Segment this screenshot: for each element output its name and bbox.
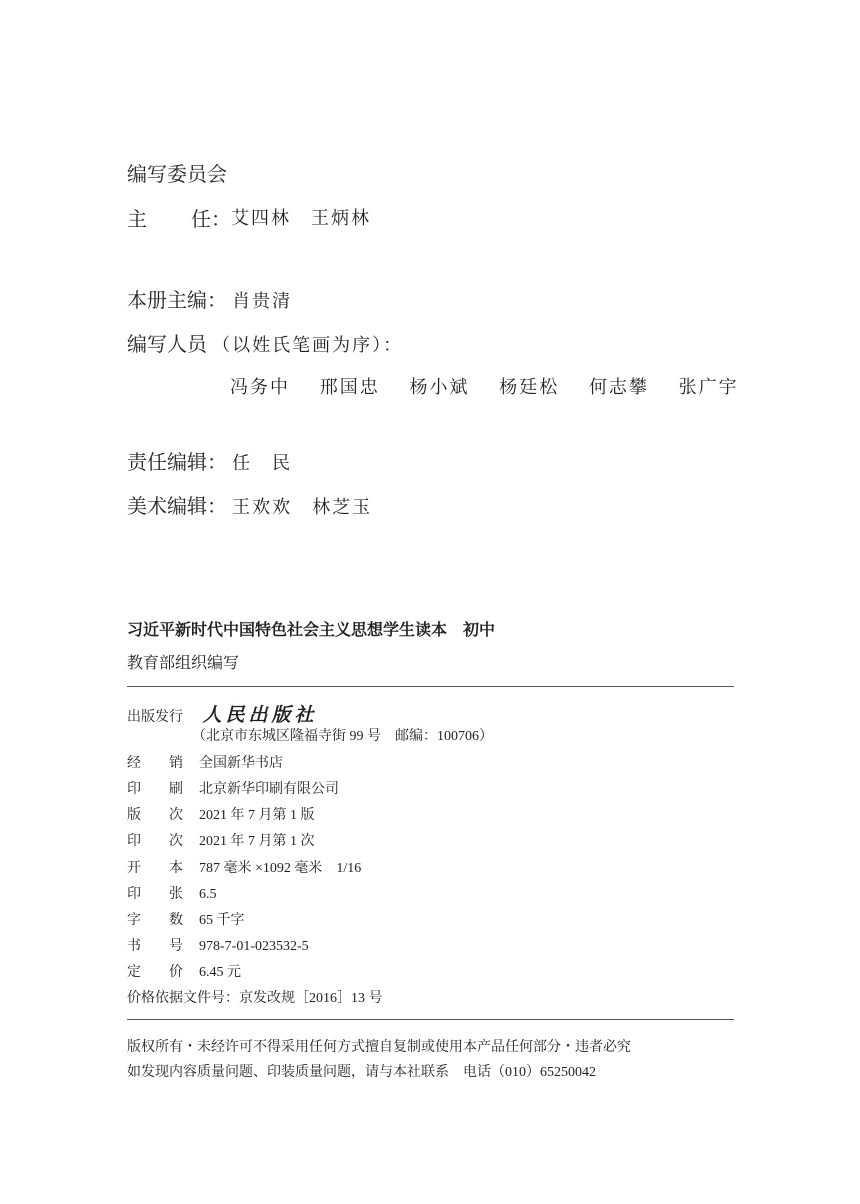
responsible-editor-label: 责任编辑：: [127, 450, 227, 474]
info-key-1: 印: [127, 834, 141, 849]
info-key-2: 数: [169, 913, 183, 928]
committee-heading: 编写委员会: [127, 162, 227, 186]
info-row: [127, 804, 315, 824]
publisher-row: [127, 700, 318, 727]
writer-name: 冯务中: [230, 377, 290, 398]
info-value: 北京新华印刷有限公司: [199, 782, 339, 797]
responsible-editor-row: [127, 446, 292, 475]
writers-label: 编写人员: [127, 332, 207, 356]
writers-row: [127, 328, 403, 357]
info-key-2: 刷: [169, 782, 183, 797]
info-value: 2021 年 7 月第 1 次: [199, 834, 315, 849]
info-row: [127, 857, 361, 877]
info-key-1: 经: [127, 756, 141, 771]
info-key-2: 张: [169, 887, 183, 902]
art-editor-label: 美术编辑：: [127, 494, 227, 518]
info-key-2: 次: [169, 834, 183, 849]
responsible-editor-name: 任 民: [232, 453, 293, 474]
info-key-1: 版: [127, 808, 141, 823]
info-row: [127, 935, 309, 955]
book-title: 习近平新时代中国特色社会主义思想学生读本 初中: [127, 620, 496, 639]
writer-name: 杨廷松: [499, 377, 560, 398]
compiled-by: 教育部组织编写: [127, 655, 240, 672]
director-label-b: 任：: [191, 207, 231, 231]
info-key-1: 印: [127, 782, 141, 797]
writers-list: [230, 373, 739, 399]
writer-name: 杨小斌: [409, 377, 470, 398]
director-names: 艾四林 王炳林: [231, 208, 371, 229]
writer-name: 何志攀: [588, 377, 649, 398]
info-value: 65 千字: [199, 913, 245, 928]
info-row: [127, 830, 315, 850]
director-label-a: 主: [127, 207, 147, 231]
chief-editor-row: [127, 284, 292, 313]
art-editor-row: [127, 490, 372, 519]
copyright-line: 版权所有・未经许可不得采用任何方式擅自复制或使用本产品任何部分・违者必究: [127, 1040, 631, 1055]
info-key-1: 字: [127, 913, 141, 928]
writer-name: 邢国忠: [319, 377, 380, 398]
info-value: 6.45 元: [199, 965, 241, 980]
info-key-1: 书: [127, 939, 141, 954]
chief-editor-label: 本册主编：: [127, 288, 227, 312]
info-row: [127, 752, 283, 772]
director-row: [127, 203, 371, 232]
info-value: 787 毫米 ×1092 毫米 1/16: [199, 861, 362, 876]
info-key-2: 销: [169, 756, 183, 771]
writer-name: 张广宇: [678, 377, 739, 398]
info-row: [127, 961, 241, 981]
divider-bottom: [127, 1019, 734, 1020]
publisher-address: （北京市东城区隆福寺街 99 号 邮编：100706）: [192, 729, 493, 744]
info-key-2: 次: [169, 808, 183, 823]
price-basis: 价格依据文件号：京发改规［2016］13 号: [127, 991, 383, 1006]
info-value: 6.5: [199, 887, 217, 902]
info-key-2: 本: [169, 861, 183, 876]
info-key-2: 号: [169, 939, 183, 954]
contact-line: 如发现内容质量问题、印装质量问题，请与本社联系 电话（010）65250042: [127, 1065, 596, 1080]
info-value: 978-7-01-023532-5: [199, 939, 309, 954]
info-key-2: 价: [169, 965, 183, 980]
art-editor-name: 王欢欢 林芝玉: [232, 497, 373, 518]
info-key-1: 定: [127, 965, 141, 980]
info-row: [127, 909, 245, 929]
publisher-logo: 人民出版社: [202, 704, 318, 726]
info-row: [127, 883, 217, 903]
info-value: 全国新华书店: [199, 756, 283, 771]
divider-top: [127, 686, 734, 687]
chief-editor-name: 肖贵清: [232, 291, 293, 312]
info-key-1: 印: [127, 887, 141, 902]
writers-note: （以姓氏笔画为序）：: [212, 335, 404, 356]
info-row: [127, 778, 339, 798]
info-value: 2021 年 7 月第 1 版: [199, 808, 315, 823]
publisher-label: 出版发行: [127, 710, 183, 725]
info-key-1: 开: [127, 861, 141, 876]
